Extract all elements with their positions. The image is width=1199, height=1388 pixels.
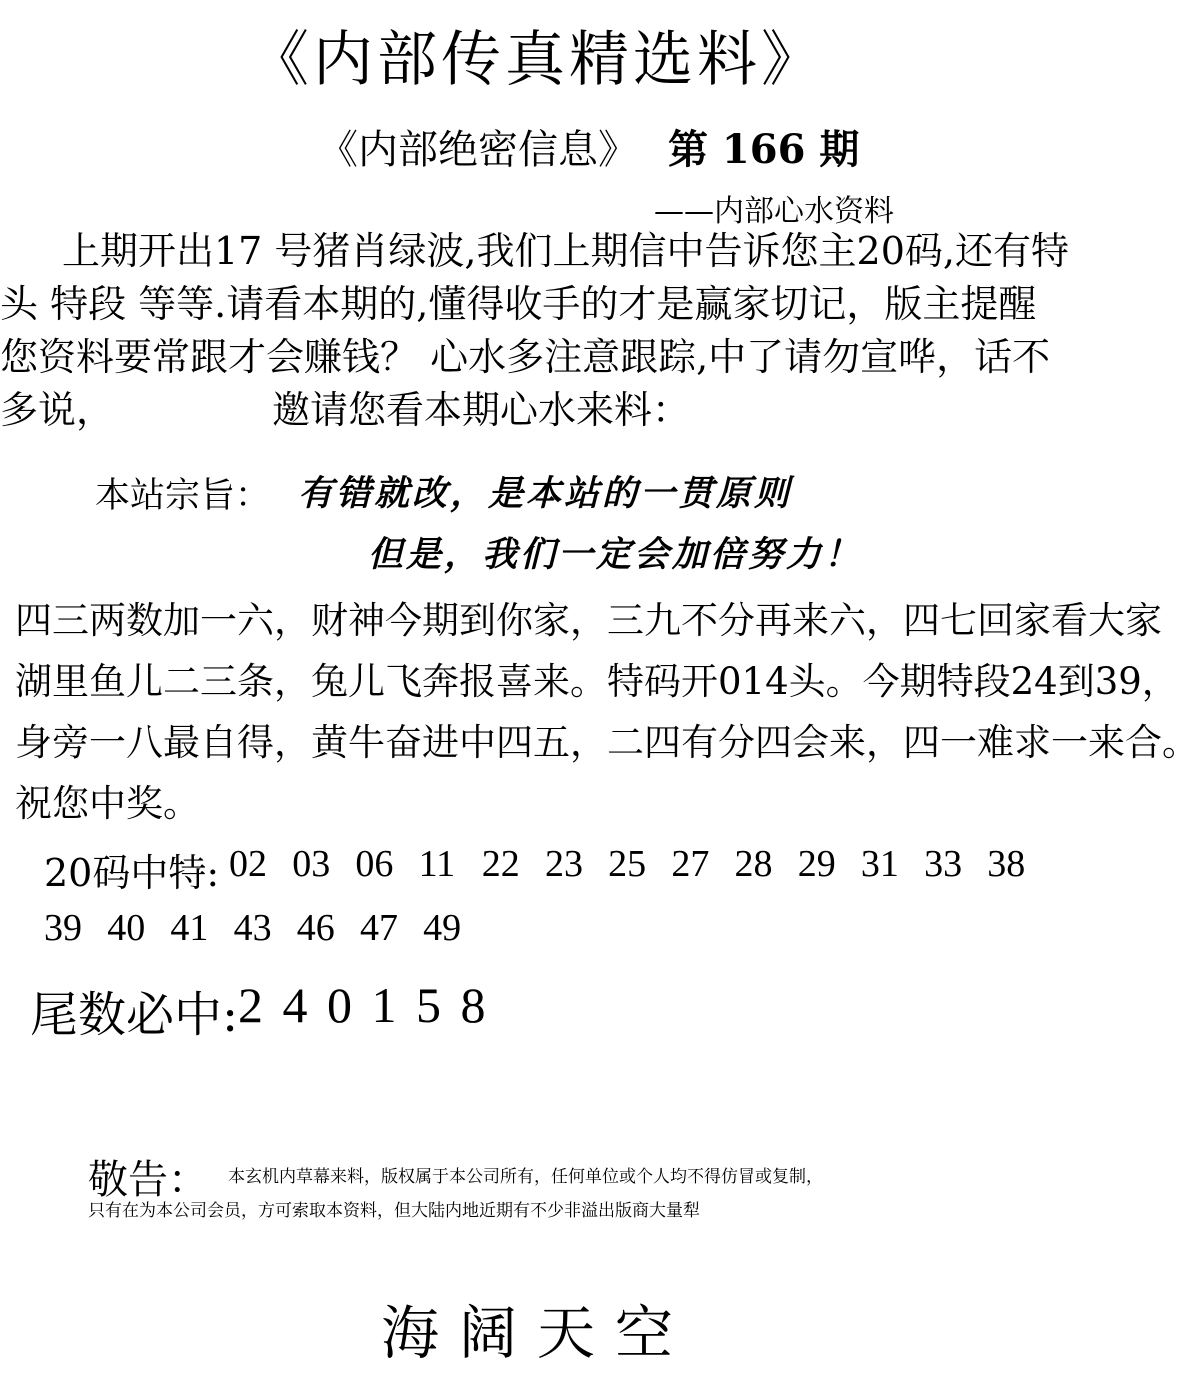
intro-line: 头 特段 等等.请看本期的,懂得收手的才是赢家切记，版主提醒 (0, 282, 1037, 326)
codes-row (44, 906, 486, 950)
code-number: 23 (544, 843, 583, 885)
poem-line: 湖里鱼儿二三条，兔儿飞奔报喜来。特码开014头。今期特段24到39， (15, 660, 1179, 703)
tail-label: 尾数必中: (30, 987, 239, 1043)
poem-line: 祝您中奖。 (15, 782, 200, 825)
poem (15, 590, 1199, 834)
tail-digit: 5 (416, 977, 441, 1033)
poem-line: 身旁一八最自得，黄牛奋进中四五，二四有分四会来，四一难求一来合。 (15, 721, 1199, 764)
tail-digit: 4 (282, 977, 308, 1033)
code-number: 29 (797, 843, 836, 885)
code-number: 41 (170, 907, 209, 949)
code-number: 40 (107, 907, 146, 949)
tail-digit: 0 (327, 977, 352, 1033)
tail-digit: 2 (238, 977, 263, 1033)
motto-line: 但是，我们一定会加倍努力！ (368, 534, 863, 575)
code-number: 03 (292, 843, 331, 885)
code-number: 06 (355, 843, 394, 885)
code-number: 43 (233, 907, 272, 949)
code-number: 49 (423, 907, 462, 949)
code-number: 38 (987, 843, 1026, 885)
notice-line: 本玄机内草幕来料，版权属于本公司所有，任何单位或个人均不得仿冒或复制， (228, 1167, 823, 1187)
code-number: 11 (418, 843, 456, 885)
notice-line: 只有在为本公司会员，方可索取本资料，但大陆内地近期有不少非溢出版商大量犁 (88, 1201, 700, 1221)
code-number: 27 (671, 843, 710, 885)
codes-row (229, 842, 1050, 886)
code-number: 46 (296, 907, 335, 949)
intro-line (0, 384, 1074, 437)
page-title: 《内部传真精选料》 (249, 25, 825, 95)
intro-paragraph (0, 225, 1074, 437)
code-number: 39 (44, 907, 82, 949)
code-number: 02 (229, 843, 267, 885)
code-number: 25 (608, 843, 647, 885)
motto-label: 本站宗旨： (95, 476, 271, 516)
codes-label: 20码中特: (44, 851, 220, 895)
code-number: 28 (734, 843, 773, 885)
intro-line-start: 多说， (0, 388, 115, 432)
tail-digit: 8 (460, 977, 486, 1033)
tail-digit: 1 (371, 977, 397, 1033)
issue-number: 第 166 期 (668, 126, 860, 173)
code-number: 33 (924, 843, 963, 885)
intro-line: 上期开出17 号猪肖绿波,我们上期信中告诉您主20码,还有特 (62, 229, 1069, 273)
tail-digits (238, 976, 505, 1034)
code-number: 22 (481, 843, 520, 885)
motto-line: 有错就改，是本站的一贯原则 (298, 473, 793, 514)
intro-line-invite: 邀请您看本期心水来料： (272, 388, 691, 432)
poem-line: 四三两数加一六，财神今期到你家，三九不分再来六，四七回家看大家 (15, 599, 1162, 642)
subtitle-note: ——内部心水资料 (654, 194, 894, 229)
subtitle: 《内部绝密信息》 (318, 127, 638, 173)
notice-label: 敬告： (88, 1157, 208, 1203)
signature: 海阔天空 (380, 1299, 693, 1367)
code-number: 47 (359, 907, 398, 949)
intro-line: 您资料要常跟才会赚钱？ 心水多注意跟踪,中了请勿宣哗，话不 (0, 335, 1051, 379)
code-number: 31 (860, 843, 899, 885)
